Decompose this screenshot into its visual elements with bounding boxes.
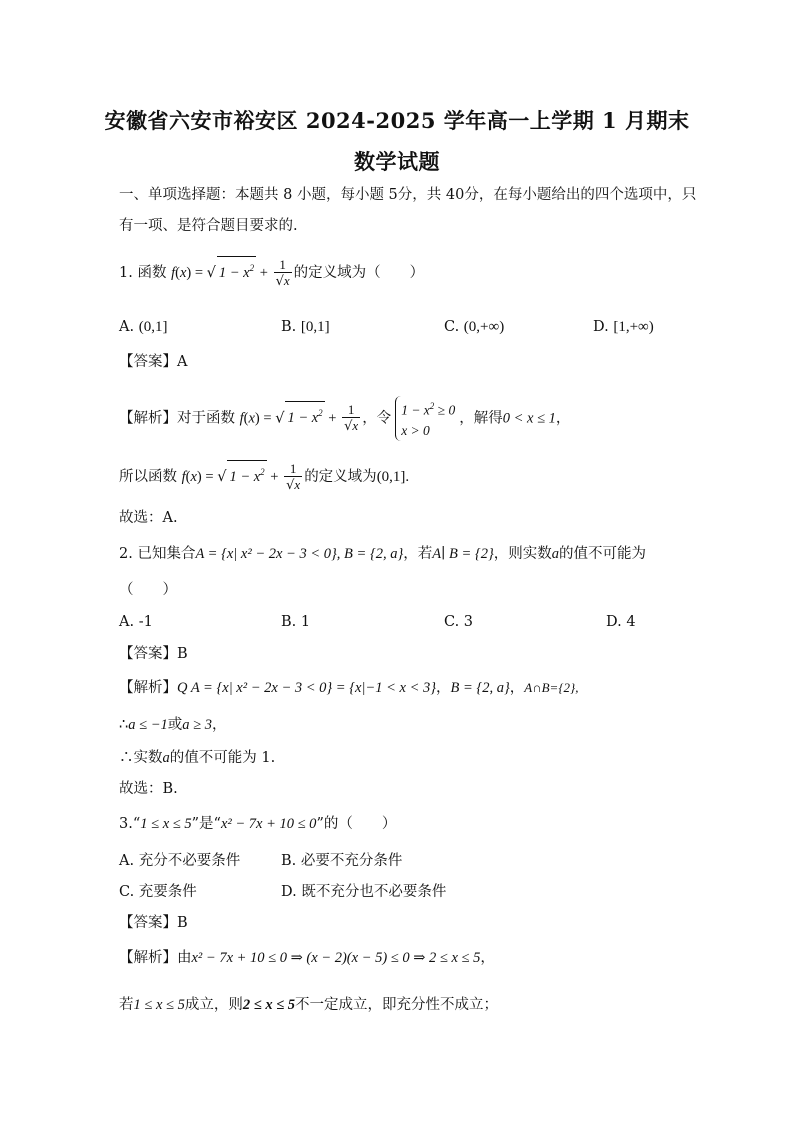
q1-option-c: C. (0,+∞) [444, 319, 505, 335]
q1-option-b: B. [0,1] [281, 319, 330, 335]
document-title: 安徽省六安市裕安区 2024-2025 学年高一上学期 1 月期末 [104, 108, 690, 133]
q1-conclusion: 所以函数 f(x) = √ $1 - x^2$ + $\frac{1}{√x}$ 的定义域为(0,1]. [119, 460, 410, 493]
q2-option-d: D. 4 [606, 614, 636, 630]
q3-option-b: B. 必要不充分条件 [281, 853, 403, 869]
q1-option-a: A. (0,1] [119, 319, 168, 335]
question-1-stem: 1. 函数 f(x) = √ $1 - x^2$ + $\frac{1}{√x}$ 的定义域为（ ） [119, 256, 425, 289]
q3-option-a: A. 充分不必要条件 [119, 853, 241, 869]
q3-answer: 【答案】B [119, 915, 188, 931]
document-subtitle: 数学试题 [354, 149, 440, 174]
q1-fraction: $\frac{1}{√x}$ [275, 256, 290, 289]
section-instruction-line1: 一、单项选择题：本题共 8 小题，每小题 5分，共 40分，在每小题给出的四个选项中，只 [119, 187, 697, 203]
q2-choose: 故选：B. [119, 781, 178, 797]
q1-analysis: 【解析】对于函数 f(x) = √ $1 - x^2$ + $\frac{1}{√x}$ ，令$1 - x^2 \ge 0$ x > 0，解得0 < x ≤ 1， [119, 396, 684, 441]
q1-answer: 【答案】A [119, 354, 188, 370]
q2-option-c: C. 3 [444, 614, 474, 630]
q3-option-d: D. 既不充分也不必要条件 [281, 884, 447, 900]
q2-option-b: B. 1 [281, 614, 311, 630]
q2-analysis-line3: ∴实数a的值不可能为 1. [119, 750, 276, 766]
q2-option-a: A. -1 [119, 614, 153, 630]
q2-analysis-line2: ∴a ≤ −1或a ≥ 3， [119, 717, 227, 733]
q1-condition-system: $1 - x^2 \ge 0$ x > 0 [395, 396, 455, 441]
question-3-stem: 3.“1 ≤ x ≤ 5”是“x² − 7x + 10 ≤ 0”的（ ） [119, 816, 397, 832]
q1-suffix: 的定义域为（ ） [293, 264, 425, 281]
q3-analysis-line2: 若1 ≤ x ≤ 5成立，则2 ≤ x ≤ 5不一定成立，即充分性不成立； [119, 997, 499, 1013]
question-2-stem: 2. 已知集合A = {x| x² − 2x − 3 < 0}, B = {2, a}，若A∣ B = {2}，则实数a的值不可能为 [119, 546, 646, 562]
q2-paren: （ ） [119, 582, 177, 598]
q1-prefix: 1. 函数 [119, 264, 167, 281]
q2-answer: 【答案】B [119, 646, 188, 662]
q1-option-d: D. [1,+∞) [593, 319, 654, 335]
q1-choose: 故选：A. [119, 510, 178, 526]
q2-analysis: 【解析】Q A = {x| x² − 2x − 3 < 0} = {x|−1 < x < 3}，B = {2, a}，A∩B={2}, [119, 680, 579, 696]
q1-function-expr: f [171, 264, 176, 281]
q3-option-c: C. 充要条件 [119, 884, 197, 900]
q3-analysis: 【解析】由x² − 7x + 10 ≤ 0 ⇒ (x − 2)(x − 5) ≤ 0 ⇒ 2 ≤ x ≤ 5， [119, 950, 495, 966]
section-instruction-line2: 有一项、是符合题目要求的. [119, 218, 298, 234]
